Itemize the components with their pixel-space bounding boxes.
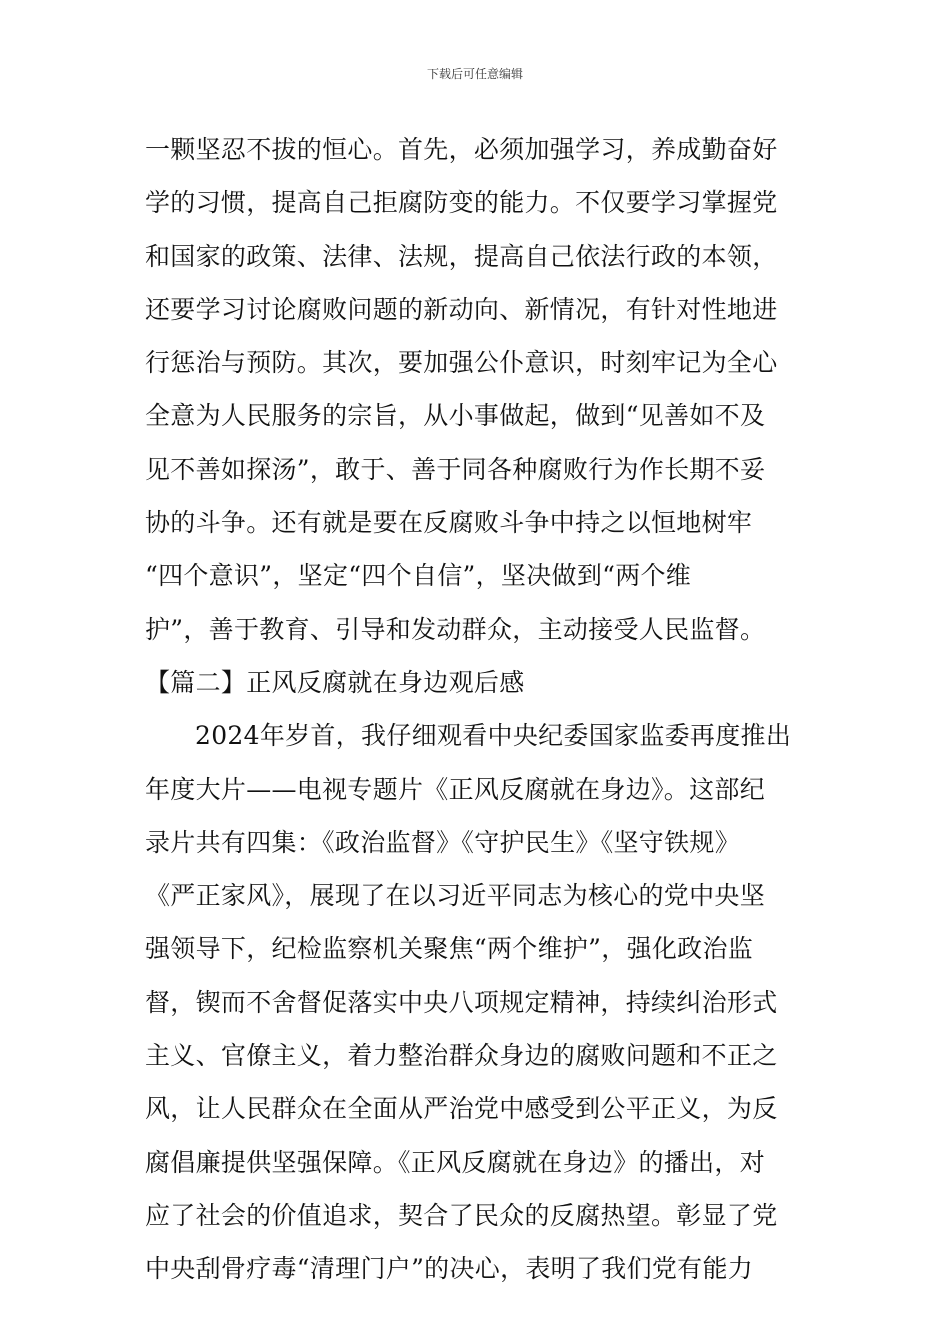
paragraph-line: 中央刮骨疗毒“清理门户”的决心，表明了我们党有能力: [145, 1254, 754, 1284]
paragraph-line: 一颗坚忍不拔的恒心。首先，必须加强学习，养成勤奋好: [145, 135, 778, 164]
paragraph-line: 年度大片——电视专题片《正风反腐就在身边》。这部纪: [145, 774, 766, 804]
paragraph-line: 全意为人民服务的宗旨，从小事做起，做到“见善如不及: [145, 401, 766, 431]
paragraph-line: 强领导下，纪检监察机关聚焦“两个维护”，强化政治监: [145, 934, 754, 964]
paragraph-line: 主义、官僚主义，着力整治群众身边的腐败问题和不正之: [145, 1041, 778, 1071]
section-heading: 【篇二】正风反腐就在身边观后感: [145, 667, 525, 697]
paragraph-line: 护”，善于教育、引导和发动群众，主动接受人民监督。: [145, 614, 766, 644]
paragraph-line: 腐倡廉提供坚强保障。《正风反腐就在身边》的播出，对: [145, 1147, 766, 1177]
paragraph-line: “四个意识”，坚定“四个自信”，坚决做到“两个维: [145, 561, 692, 591]
document-body: [145, 123, 810, 1296]
paragraph-line: 《严正家风》，展现了在以习近平同志为核心的党中央坚: [145, 881, 766, 911]
paragraph-line: 风，让人民群众在全面从严治党中感受到公平正义，为反: [145, 1094, 778, 1124]
paragraph-line: 应了社会的价值追求，契合了民众的反腐热望。彰显了党: [145, 1200, 778, 1230]
paragraph-line: 督，锲而不舍督促落实中央八项规定精神，持续纠治形式: [145, 987, 778, 1017]
header-note: 下载后可任意编辑: [426, 67, 523, 81]
paragraph-line: 协的斗争。还有就是要在反腐败斗争中持之以恒地树牢: [145, 508, 753, 538]
paragraph-line: 和国家的政策、法律、法规，提高自己依法行政的本领，: [145, 241, 778, 271]
paragraph-line: 学的习惯，提高自己拒腐防变的能力。不仅要学习掌握党: [145, 188, 778, 218]
paragraph-line: 还要学习讨论腐败问题的新动向、新情况，有针对性地进: [145, 294, 778, 324]
paragraph-line: 见不善如探汤”，敢于、善于同各种腐败行为作长期不妥: [145, 454, 766, 484]
paragraph-line: 录片共有四集：《政治监督》《守护民生》《坚守铁规》: [145, 827, 741, 857]
paragraph-line: 行惩治与预防。其次，要加强公仆意识，时刻牢记为全心: [145, 348, 778, 378]
paragraph-line: 2024年岁首，我仔细观看中央纪委国家监委再度推出: [195, 721, 792, 751]
